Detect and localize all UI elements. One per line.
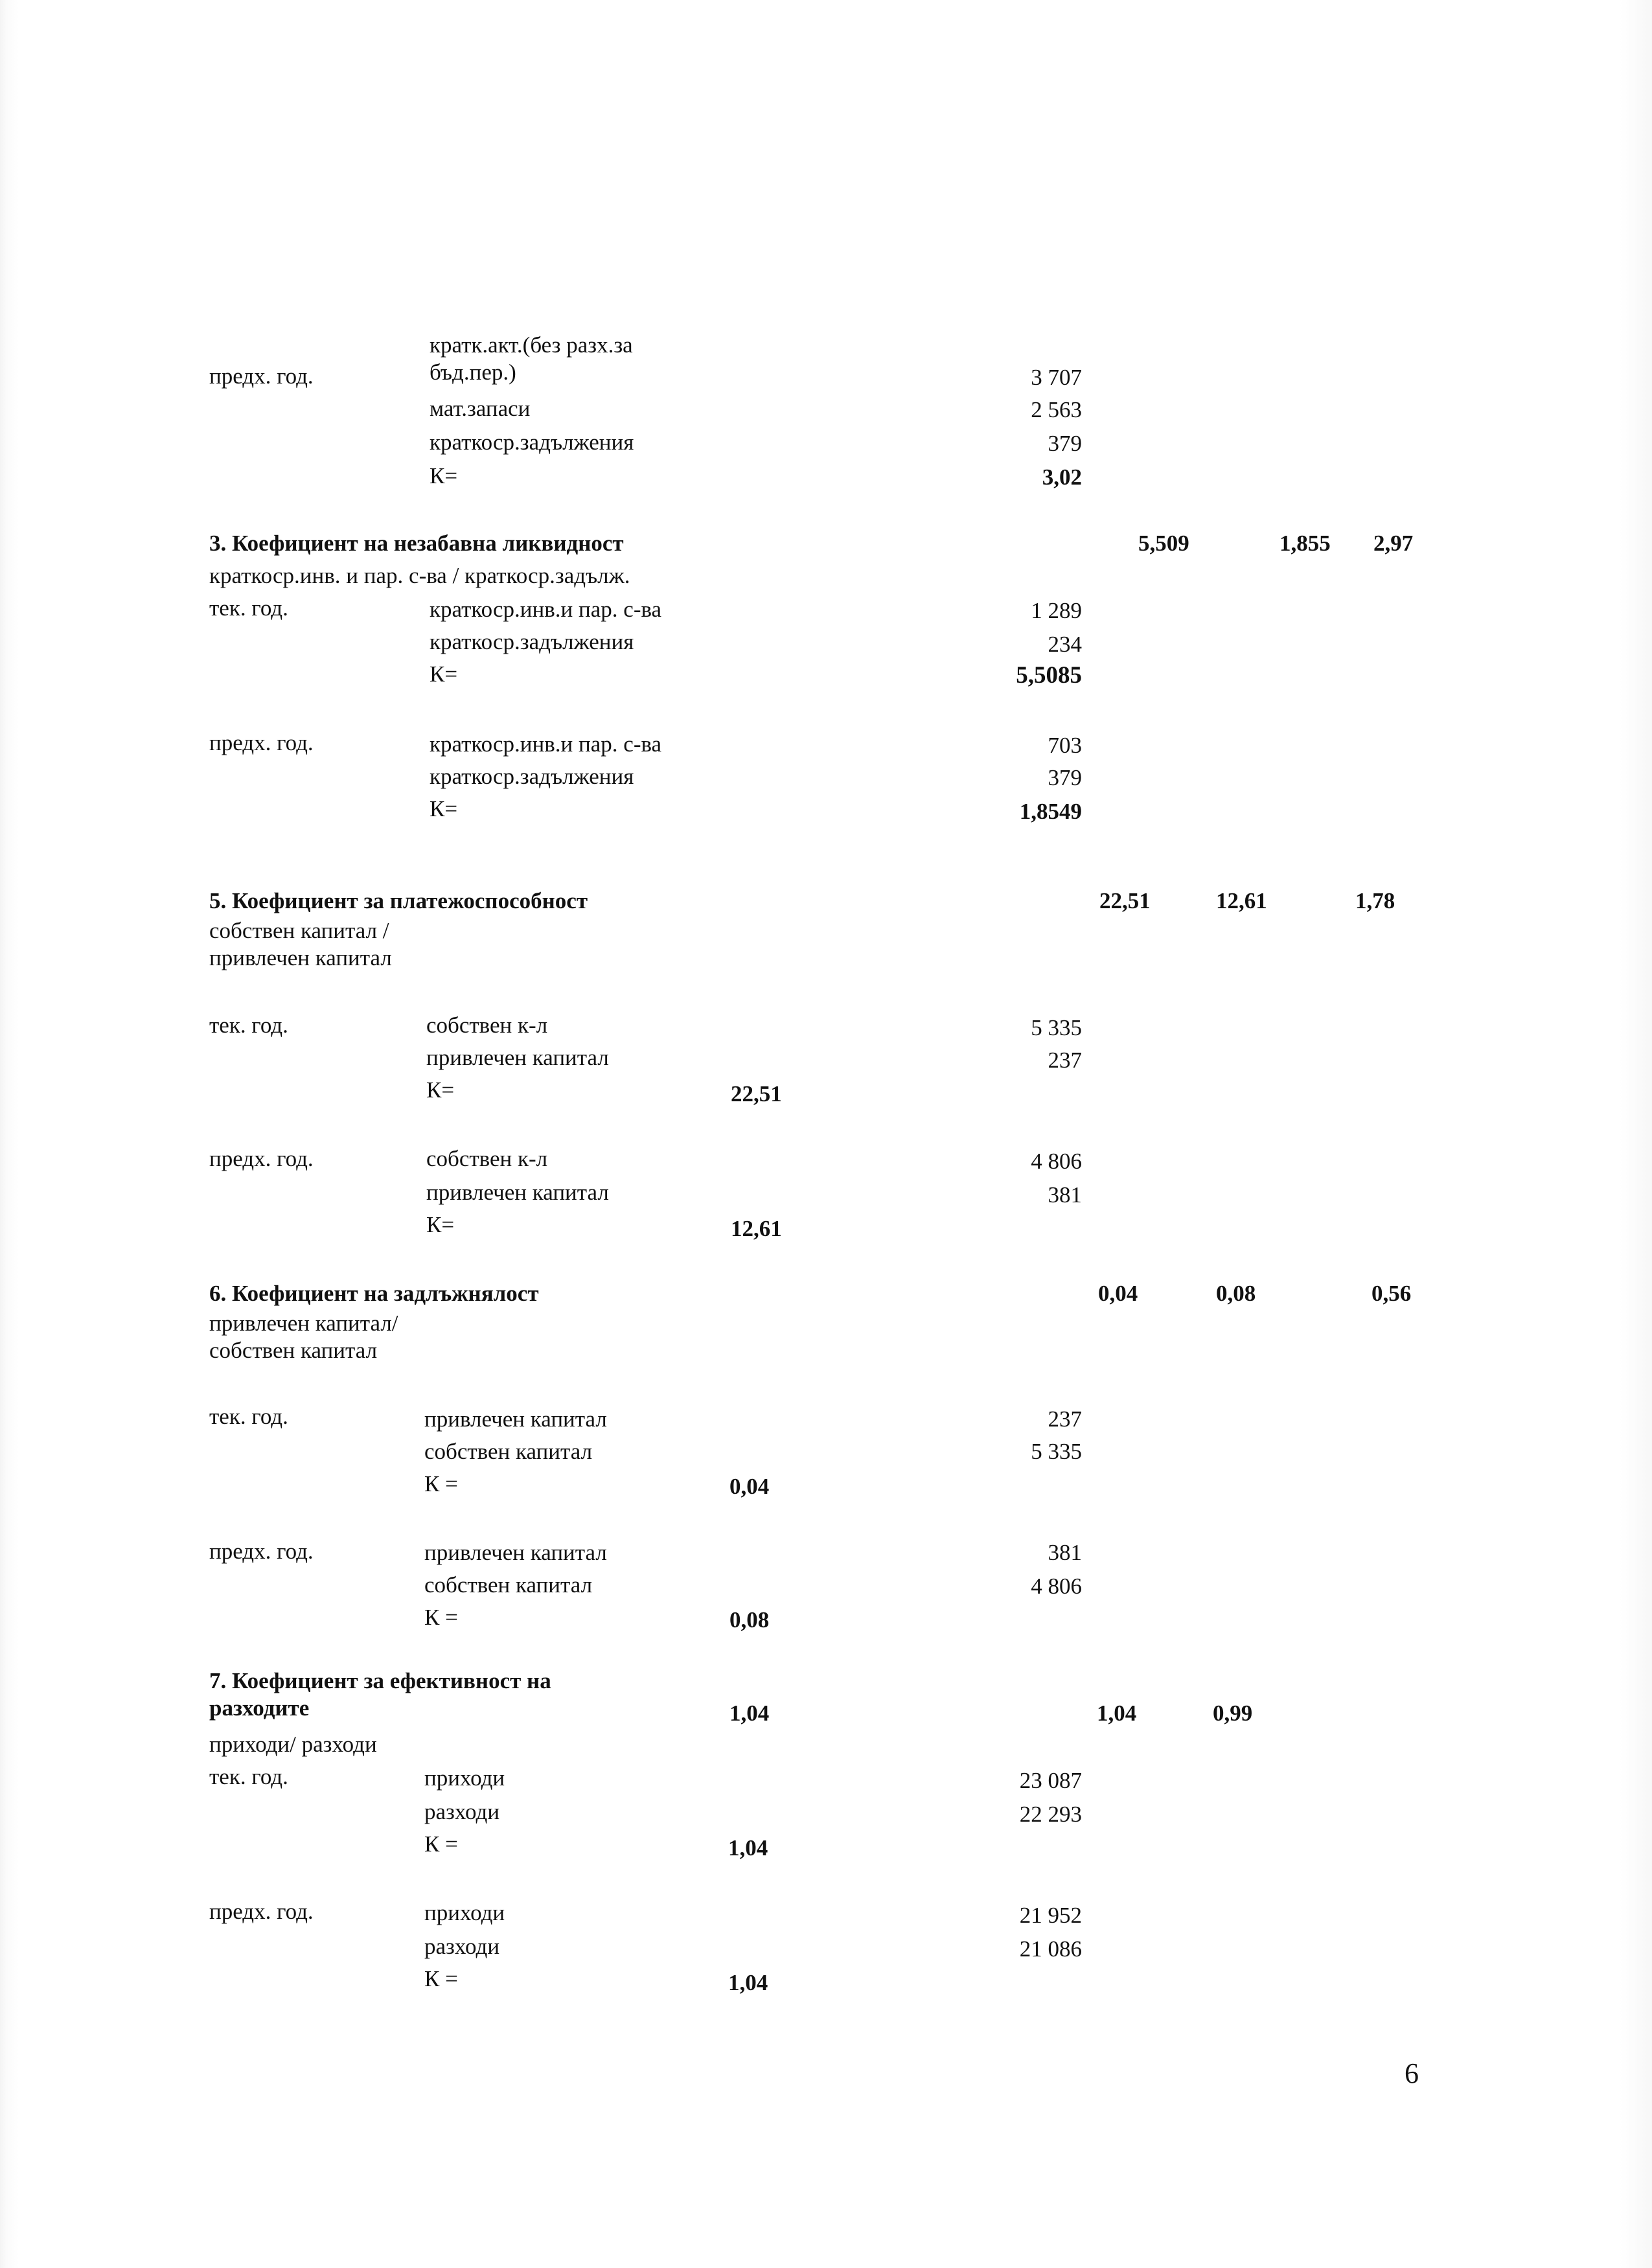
k-value: 12,61 bbox=[731, 1216, 782, 1241]
row-label: привлечен капитал bbox=[424, 1406, 607, 1432]
row-value: 2 563 bbox=[1031, 397, 1082, 422]
formula: привлечен капитал/собствен капитал bbox=[209, 1311, 398, 1363]
row-label: краткоср.задължения bbox=[430, 764, 634, 789]
row-value: 703 bbox=[1048, 733, 1082, 758]
k-label: К= bbox=[430, 463, 458, 488]
period-label: предх. год. bbox=[209, 1146, 314, 1171]
row-label: краткоср.инв.и пар. с-ва bbox=[430, 731, 662, 757]
section-title: 6. Коефициент на задлъжнялост bbox=[209, 1281, 539, 1306]
row-label: привлечен капитал bbox=[426, 1180, 609, 1205]
row-value: 23 087 bbox=[1019, 1768, 1082, 1793]
formula: приходи/ разходи bbox=[209, 1732, 377, 1757]
k-value: 3,02 bbox=[1042, 464, 1082, 490]
k-label: К = bbox=[424, 1605, 458, 1630]
summary-value: 0,08 bbox=[1216, 1281, 1256, 1306]
row-label: приходи bbox=[424, 1765, 505, 1791]
row-value: 4 806 bbox=[1031, 1149, 1082, 1174]
row-label: разходи bbox=[424, 1799, 500, 1824]
summary-value: 22,51 bbox=[1099, 888, 1151, 913]
k-value: 1,04 bbox=[728, 1835, 768, 1861]
k-label: К= bbox=[426, 1077, 455, 1103]
period-label: тек. год. bbox=[209, 1013, 288, 1038]
row-label: краткоср.инв.и пар. с-ва bbox=[430, 597, 662, 622]
row-value: 237 bbox=[1048, 1406, 1082, 1432]
summary-value: 1,78 bbox=[1355, 888, 1395, 913]
summary-value: 1,04 bbox=[1097, 1701, 1137, 1726]
k-value: 0,08 bbox=[729, 1607, 770, 1632]
row-value: 4 806 bbox=[1031, 1574, 1082, 1599]
period-label: тек. год. bbox=[209, 595, 288, 621]
row-value: 379 bbox=[1048, 765, 1082, 790]
row-value: 21 952 bbox=[1019, 1903, 1082, 1928]
row-value: 3 707 bbox=[1031, 365, 1082, 390]
row-label: собствен капитал bbox=[424, 1572, 593, 1598]
row-value: 5 335 bbox=[1031, 1439, 1082, 1464]
period-label: тек. год. bbox=[209, 1404, 288, 1429]
period-label: предх. год. bbox=[209, 730, 314, 755]
k-value: 0,04 bbox=[729, 1474, 770, 1499]
period-label: тек. год. bbox=[209, 1764, 288, 1789]
row-value: 5 335 bbox=[1031, 1015, 1082, 1040]
summary-value: 0,99 bbox=[1213, 1701, 1253, 1726]
formula: собствен капитал / привлечен капитал bbox=[209, 918, 392, 970]
row-label: краткоср.задължения bbox=[430, 629, 634, 654]
row-value: 237 bbox=[1048, 1048, 1082, 1073]
formula: краткоср.инв. и пар. с-ва / краткоср.задълж. bbox=[209, 563, 630, 588]
k-label: К= bbox=[426, 1212, 455, 1237]
row-value: 234 bbox=[1048, 632, 1082, 657]
k-value: 5,5085 bbox=[1016, 662, 1082, 689]
row-label: разходи bbox=[424, 1934, 500, 1959]
row-label: привлечен капитал bbox=[424, 1540, 607, 1565]
k-label: К = bbox=[424, 1831, 458, 1857]
row-value: 381 bbox=[1048, 1182, 1082, 1208]
row-label: собствен капитал bbox=[424, 1439, 593, 1464]
row-value: 381 bbox=[1048, 1540, 1082, 1565]
summary-value: 12,61 bbox=[1216, 888, 1267, 913]
section-title: 3. Коефициент на незабавна ликвидност bbox=[209, 531, 624, 556]
page-number: 6 bbox=[1405, 2057, 1419, 2089]
row-value: 1 289 bbox=[1031, 598, 1082, 623]
row-value: 379 bbox=[1048, 431, 1082, 456]
row-label: мат.запаси bbox=[430, 396, 531, 421]
k-label: К= bbox=[430, 661, 458, 687]
row-label: собствен к-л bbox=[426, 1146, 548, 1171]
row-label: приходи bbox=[424, 1900, 505, 1925]
period-label: предх. год. bbox=[209, 1539, 314, 1564]
k-value: 1,8549 bbox=[1019, 799, 1082, 824]
row-label: собствен к-л bbox=[426, 1013, 548, 1038]
k-label: К = bbox=[424, 1471, 458, 1496]
section-title: 7. Коефициент за ефективност на разходите bbox=[209, 1668, 551, 1721]
row-value: 22 293 bbox=[1019, 1802, 1082, 1827]
section-title: 5. Коефициент за платежоспособност bbox=[209, 888, 588, 913]
row-label: кратк.акт.(без разх.за бъд.пер.) bbox=[430, 332, 633, 385]
k-value: 1,04 bbox=[728, 1970, 768, 1995]
summary-value: 5,509 bbox=[1138, 531, 1189, 556]
period-label: предх. год. bbox=[209, 363, 314, 389]
k-label: К = bbox=[424, 1966, 458, 1991]
row-label: привлечен капитал bbox=[426, 1045, 609, 1070]
row-label: краткоср.задължения bbox=[430, 430, 634, 455]
summary-value: 0,56 bbox=[1371, 1281, 1412, 1306]
k-value: 22,51 bbox=[731, 1081, 782, 1106]
inline-value: 1,04 bbox=[729, 1701, 770, 1726]
row-value: 21 086 bbox=[1019, 1936, 1082, 1962]
summary-value: 2,97 bbox=[1373, 531, 1414, 556]
summary-value: 1,855 bbox=[1279, 531, 1331, 556]
period-label: предх. год. bbox=[209, 1899, 314, 1924]
k-label: К= bbox=[430, 796, 458, 821]
summary-value: 0,04 bbox=[1098, 1281, 1138, 1306]
